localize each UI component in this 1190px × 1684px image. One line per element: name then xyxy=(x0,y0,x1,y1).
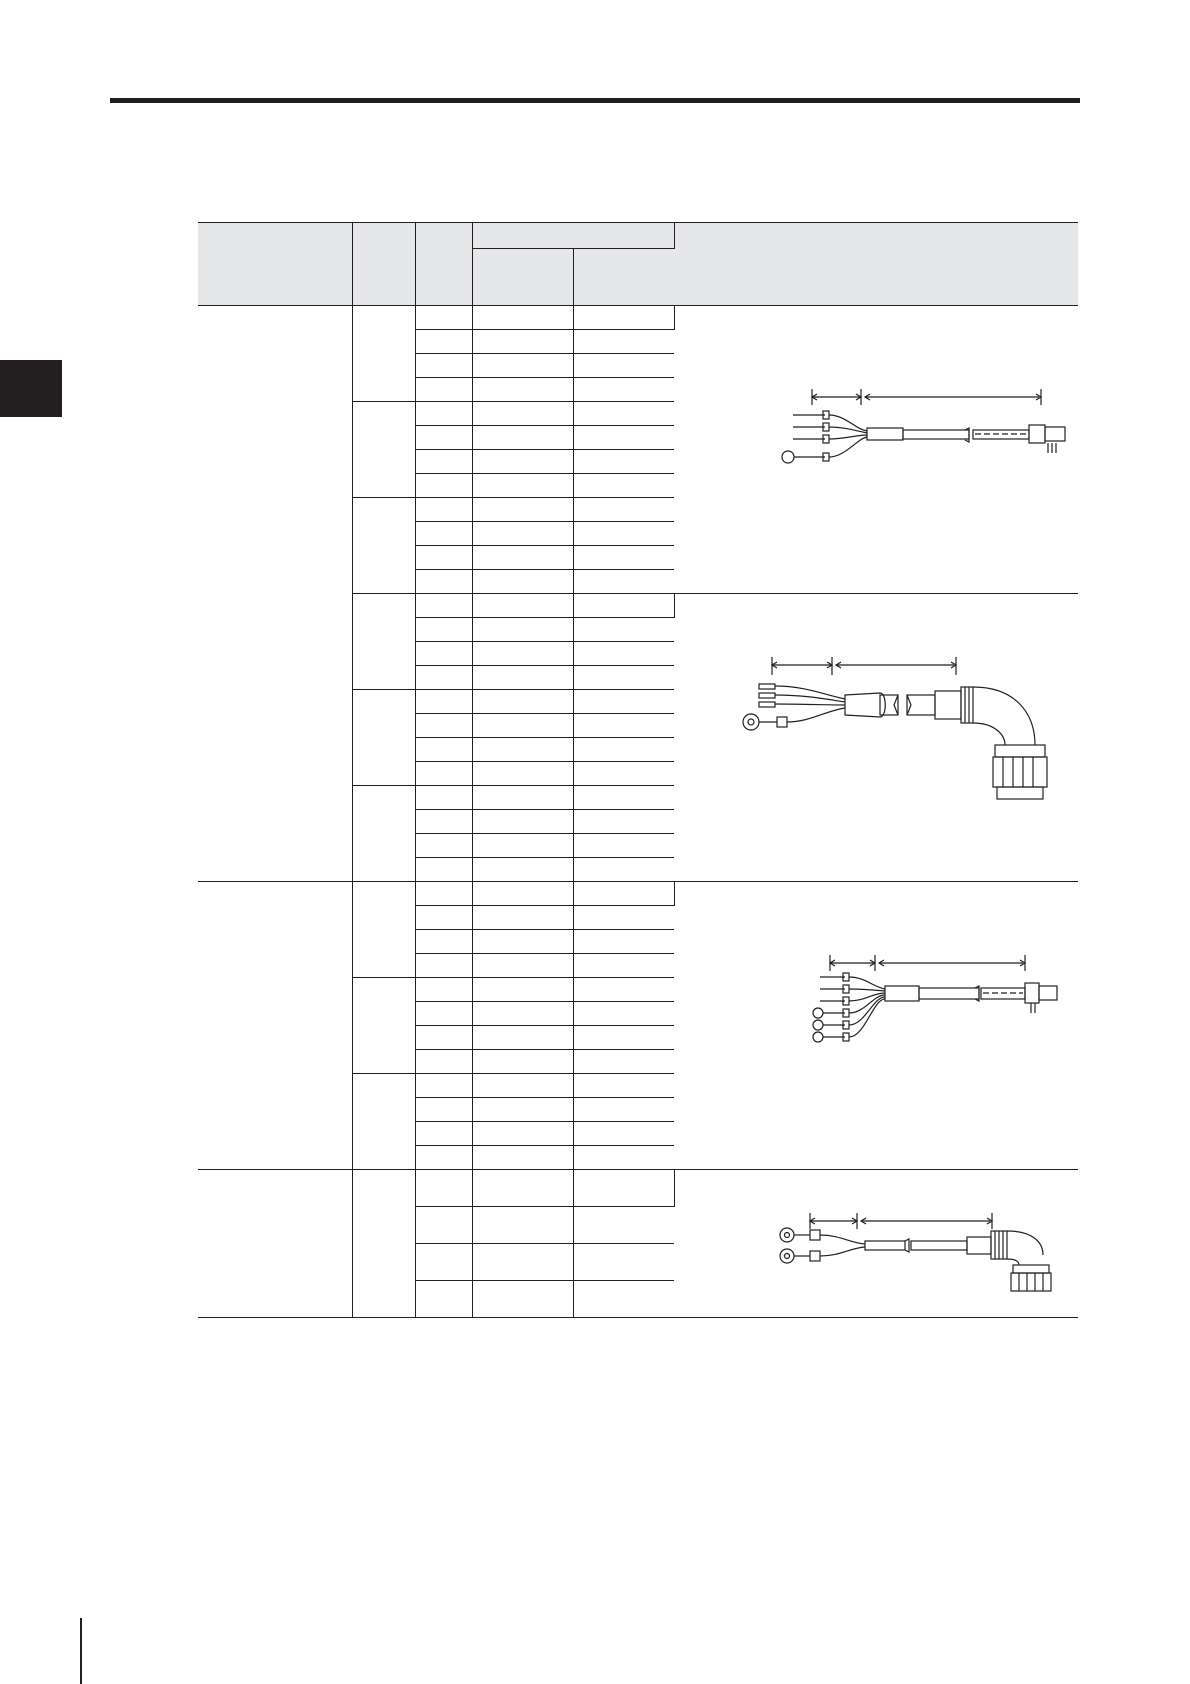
cable-spec-table xyxy=(198,222,1078,1318)
table-cell xyxy=(472,858,573,882)
table-cell xyxy=(472,786,573,810)
table-cell xyxy=(415,642,472,666)
table-cell xyxy=(472,762,573,786)
table-cell xyxy=(415,450,472,474)
figure-cell xyxy=(674,1170,1078,1318)
table-cell xyxy=(573,930,674,954)
header-cell-appearance xyxy=(674,223,1078,306)
table-cell xyxy=(472,570,573,594)
table-cell xyxy=(415,1244,472,1281)
table-cell xyxy=(415,786,472,810)
group-cell xyxy=(352,498,415,594)
table-cell xyxy=(573,1244,674,1281)
table-cell xyxy=(415,522,472,546)
table-cell xyxy=(472,906,573,930)
table-cell xyxy=(415,1098,472,1122)
table-cell xyxy=(472,354,573,378)
table-cell xyxy=(472,690,573,714)
table-cell xyxy=(573,810,674,834)
table-cell xyxy=(573,378,674,402)
table-cell xyxy=(573,738,674,762)
table-cell xyxy=(573,762,674,786)
table-cell xyxy=(472,1170,573,1207)
header-cell-name xyxy=(198,223,352,306)
table-cell xyxy=(573,906,674,930)
table-cell xyxy=(573,1050,674,1074)
table-cell xyxy=(573,1170,674,1207)
section-name-cell xyxy=(198,306,352,882)
table-cell xyxy=(415,1207,472,1244)
group-cell xyxy=(352,978,415,1074)
table-cell xyxy=(573,522,674,546)
top-rule xyxy=(110,98,1080,103)
table-cell xyxy=(415,882,472,906)
table-cell xyxy=(573,354,674,378)
table-cell xyxy=(472,1026,573,1050)
table-cell xyxy=(415,906,472,930)
table-cell xyxy=(415,666,472,690)
group-cell xyxy=(352,882,415,978)
table-cell xyxy=(415,930,472,954)
table-cell xyxy=(415,714,472,738)
table-cell xyxy=(573,402,674,426)
group-cell xyxy=(352,594,415,690)
table-cell xyxy=(472,1244,573,1281)
table-cell xyxy=(573,450,674,474)
table-cell xyxy=(415,1122,472,1146)
table-cell xyxy=(415,306,472,330)
table-cell xyxy=(573,306,674,330)
table-cell xyxy=(472,1098,573,1122)
table-cell xyxy=(573,594,674,618)
table-cell xyxy=(573,474,674,498)
table-cell xyxy=(415,618,472,642)
table-cell xyxy=(472,834,573,858)
table-cell xyxy=(573,546,674,570)
table-cell xyxy=(472,642,573,666)
table-cell xyxy=(573,1122,674,1146)
table-cell xyxy=(472,1050,573,1074)
table-cell xyxy=(472,450,573,474)
table-cell xyxy=(472,330,573,354)
table-cell xyxy=(415,1281,472,1318)
table-cell xyxy=(415,1002,472,1026)
table-cell xyxy=(415,594,472,618)
table-cell xyxy=(472,594,573,618)
table-cell xyxy=(415,426,472,450)
table-cell xyxy=(573,1281,674,1318)
group-cell xyxy=(352,402,415,498)
ground-cable-angled-connector-icon xyxy=(675,1171,1079,1317)
table-cell xyxy=(415,378,472,402)
table-cell xyxy=(472,882,573,906)
table-cell xyxy=(415,402,472,426)
table-cell xyxy=(573,786,674,810)
table-cell xyxy=(573,690,674,714)
table-cell xyxy=(472,474,573,498)
table-cell xyxy=(472,402,573,426)
table-cell xyxy=(573,666,674,690)
table-cell xyxy=(472,978,573,1002)
header-cell-model-a xyxy=(472,249,573,306)
table-cell xyxy=(573,426,674,450)
table-cell xyxy=(472,1002,573,1026)
header-cell-model-group xyxy=(472,223,674,249)
group-cell xyxy=(352,690,415,786)
table-cell xyxy=(415,1074,472,1098)
group-cell xyxy=(352,786,415,882)
header-cell-length xyxy=(415,223,472,306)
table-cell xyxy=(573,330,674,354)
table-cell xyxy=(573,1098,674,1122)
table-cell xyxy=(415,1170,472,1207)
table-cell xyxy=(472,306,573,330)
table-cell xyxy=(415,810,472,834)
table-cell xyxy=(573,642,674,666)
table-cell xyxy=(415,690,472,714)
table-cell xyxy=(415,1146,472,1170)
page-edge-line xyxy=(80,1618,82,1684)
table-cell xyxy=(472,546,573,570)
table-cell xyxy=(415,1050,472,1074)
table-cell xyxy=(472,1122,573,1146)
table-cell xyxy=(573,954,674,978)
table-cell xyxy=(472,810,573,834)
section-name-cell xyxy=(198,882,352,1170)
figure-cell xyxy=(674,882,1078,1170)
table-cell xyxy=(472,738,573,762)
table-cell xyxy=(472,378,573,402)
table-cell xyxy=(415,834,472,858)
table-cell xyxy=(472,930,573,954)
table-cell xyxy=(573,714,674,738)
table-cell xyxy=(573,1026,674,1050)
table-cell xyxy=(573,978,674,1002)
table-cell xyxy=(573,1146,674,1170)
group-cell xyxy=(352,306,415,402)
table-cell xyxy=(472,1074,573,1098)
table-cell xyxy=(415,1026,472,1050)
header-cell-group xyxy=(352,223,415,306)
table-cell xyxy=(573,1002,674,1026)
table-cell xyxy=(472,714,573,738)
table-cell xyxy=(573,570,674,594)
group-cell xyxy=(352,1074,415,1170)
table-cell xyxy=(472,1146,573,1170)
section-name-cell xyxy=(198,1170,352,1318)
figure-cell xyxy=(674,594,1078,882)
table-cell xyxy=(415,738,472,762)
table-cell xyxy=(415,954,472,978)
table-cell xyxy=(415,978,472,1002)
table-cell xyxy=(472,1207,573,1244)
table-cell xyxy=(573,882,674,906)
table-cell xyxy=(472,618,573,642)
table-cell xyxy=(472,498,573,522)
table-cell xyxy=(573,498,674,522)
table-cell xyxy=(573,1207,674,1244)
table-cell xyxy=(573,1074,674,1098)
figure-cell xyxy=(674,306,1078,594)
table-cell xyxy=(472,522,573,546)
table-cell xyxy=(415,474,472,498)
table-cell xyxy=(472,954,573,978)
brake-cable-straight-connector-icon xyxy=(675,883,1079,1169)
table-cell xyxy=(472,1281,573,1318)
table-cell xyxy=(472,666,573,690)
table-cell xyxy=(573,834,674,858)
table-cell xyxy=(573,618,674,642)
power-cable-right-angle-connector-icon xyxy=(675,595,1079,881)
table-cell xyxy=(415,858,472,882)
table-cell xyxy=(573,858,674,882)
table-cell xyxy=(415,546,472,570)
power-cable-straight-connector-icon xyxy=(675,307,1079,593)
table-cell xyxy=(415,762,472,786)
table-cell xyxy=(415,330,472,354)
chapter-side-tab xyxy=(0,360,62,417)
header-cell-model-b xyxy=(573,249,674,306)
group-cell xyxy=(352,1170,415,1318)
table-cell xyxy=(415,570,472,594)
table-cell xyxy=(415,498,472,522)
table-cell xyxy=(415,354,472,378)
table-cell xyxy=(472,426,573,450)
